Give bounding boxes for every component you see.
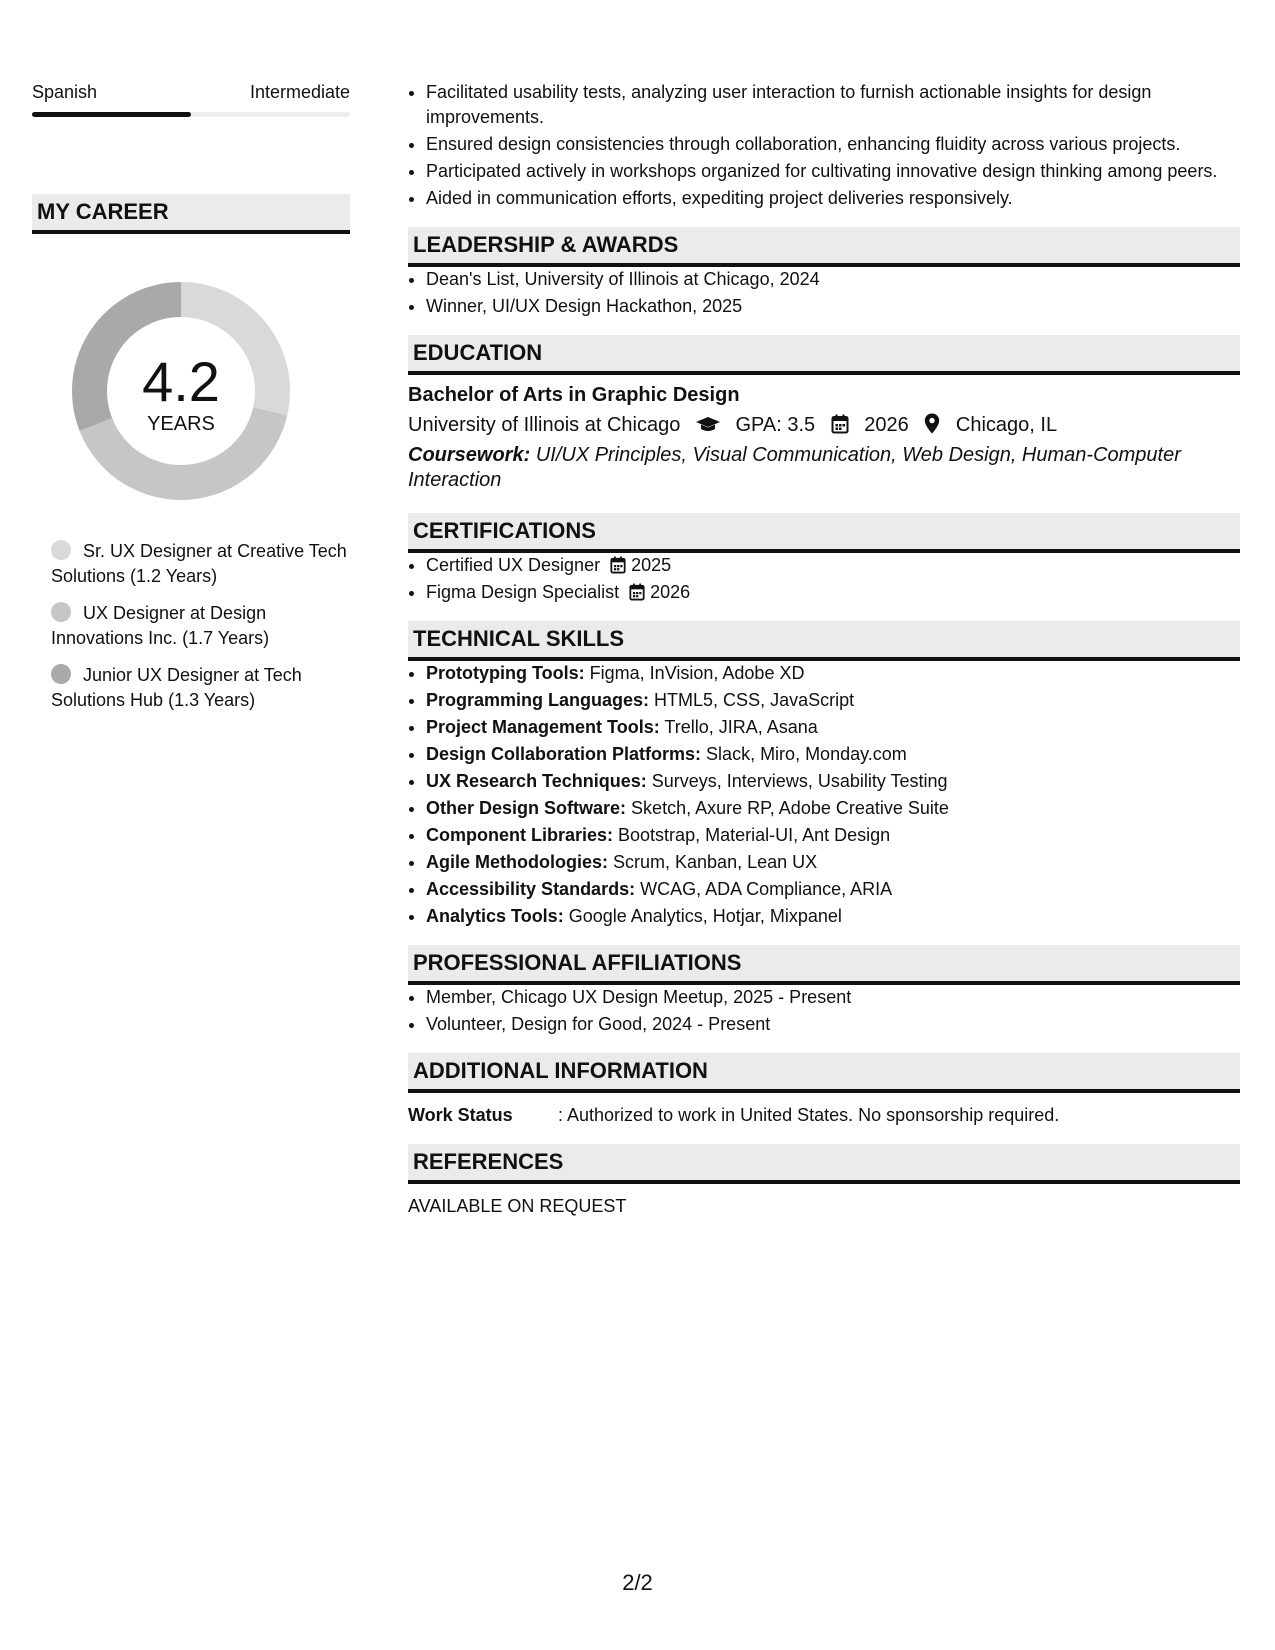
additional-section — [408, 1053, 1240, 1128]
skill-value: Trello, JIRA, Asana — [664, 717, 818, 737]
certification-name: Figma Design Specialist — [426, 582, 620, 602]
calendar-icon — [831, 414, 849, 434]
skill-item — [426, 796, 1240, 821]
calendar-icon — [629, 583, 645, 601]
career-legend — [32, 539, 350, 713]
legend-dot-icon — [51, 664, 71, 684]
skill-value: WCAG, ADA Compliance, ARIA — [640, 879, 893, 899]
skill-value: Sketch, Axure RP, Adobe Creative Suite — [631, 798, 949, 818]
career-legend-item — [32, 601, 350, 651]
skill-item — [426, 877, 1240, 902]
leadership-list — [408, 267, 1240, 319]
page-number: 2/2 — [622, 1570, 653, 1595]
skills-heading: TECHNICAL SKILLS — [408, 621, 1240, 661]
affiliations-heading: PROFESSIONAL AFFILIATIONS — [408, 945, 1240, 985]
leadership-item: • Dean's List, University of Illinois at Chicago, 2024 — [426, 267, 1240, 292]
certifications-heading: CERTIFICATIONS — [408, 513, 1240, 553]
sidebar — [32, 80, 350, 725]
certification-item — [426, 580, 1240, 605]
references-text: AVAILABLE ON REQUEST — [408, 1196, 627, 1216]
education-school: University of Illinois at Chicago — [408, 414, 681, 436]
skill-label: UX Research Techniques: — [426, 771, 647, 791]
work-status-label: Work Status — [408, 1105, 513, 1125]
education-location: Chicago, IL — [955, 414, 1058, 436]
skill-value: Scrum, Kanban, Lean UX — [613, 852, 818, 872]
affiliation-item: • Member, Chicago UX Design Meetup, 2025 - Present — [426, 985, 1240, 1010]
career-legend-label: Junior UX Designer at Tech Solutions Hub (1.3 Years) — [51, 665, 302, 710]
calendar-icon — [610, 556, 626, 574]
experience-bullet: • Ensured design consistencies through collaboration, enhancing fluidity across various projects. — [426, 132, 1240, 157]
skill-item — [426, 823, 1240, 848]
affiliation-item: • Volunteer, Design for Good, 2024 - Present — [426, 1012, 1240, 1037]
skill-label: Analytics Tools: — [426, 906, 564, 926]
experience-bullet: • Aided in communication efforts, expediting project deliveries responsively. — [426, 186, 1240, 211]
career-legend-label: UX Designer at Design Innovations Inc. (1.7 Years) — [51, 603, 270, 648]
leadership-item: • Winner, UI/UX Design Hackathon, 2025 — [426, 294, 1240, 319]
certifications-section — [408, 513, 1240, 605]
coursework-label: Coursework: — [408, 444, 531, 466]
language-name: Spanish — [32, 82, 98, 102]
skill-label: Project Management Tools: — [426, 717, 660, 737]
career-total-years: 4.2 — [142, 350, 220, 413]
leadership-heading: LEADERSHIP & AWARDS — [408, 227, 1240, 267]
career-legend-item — [32, 663, 350, 713]
skill-item — [426, 742, 1240, 767]
skill-label: Design Collaboration Platforms: — [426, 744, 702, 764]
skill-label: Prototyping Tools: — [426, 663, 585, 683]
skill-label: Component Libraries: — [426, 825, 614, 845]
skill-item — [426, 688, 1240, 713]
skill-label: Other Design Software: — [426, 798, 627, 818]
career-legend-item — [32, 539, 350, 589]
career-donut-center — [66, 276, 296, 436]
experience-bullet: • Participated actively in workshops organized for cultivating innovative design thinking among peers. — [426, 159, 1240, 184]
education-gpa: GPA: 3.5 — [735, 414, 816, 436]
career-legend-label: Sr. UX Designer at Creative Tech Solutions (1.2 Years) — [51, 541, 347, 586]
skill-item — [426, 904, 1240, 929]
language-proficiency-bar — [32, 112, 350, 117]
certification-year: 2026 — [650, 582, 691, 602]
education-degree: Bachelor of Arts in Graphic Design — [408, 384, 740, 406]
certification-name: Certified UX Designer — [426, 555, 601, 575]
skills-list — [408, 661, 1240, 929]
work-status-row — [408, 1103, 1240, 1128]
language-level: Intermediate — [249, 82, 350, 102]
references-section — [408, 1144, 1240, 1219]
career-heading: MY CAREER — [32, 194, 350, 234]
skill-value: Google Analytics, Hotjar, Mixpanel — [568, 906, 842, 926]
career-donut-chart — [66, 276, 296, 506]
work-status-value: : Authorized to work in United States. No sponsorship required. — [558, 1105, 1060, 1125]
certification-item — [426, 553, 1240, 578]
references-heading: REFERENCES — [408, 1144, 1240, 1184]
skill-item — [426, 850, 1240, 875]
skill-value: Bootstrap, Material-UI, Ant Design — [618, 825, 891, 845]
education-details — [408, 411, 1240, 439]
language-row — [32, 80, 350, 104]
skill-value: HTML5, CSS, JavaScript — [654, 690, 855, 710]
graduation-cap-icon — [696, 416, 720, 434]
skill-label: Agile Methodologies: — [426, 852, 608, 872]
skill-item — [426, 769, 1240, 794]
legend-dot-icon — [51, 602, 71, 622]
additional-heading: ADDITIONAL INFORMATION — [408, 1053, 1240, 1093]
skill-item — [426, 715, 1240, 740]
education-year: 2026 — [864, 414, 909, 436]
language-proficiency-fill — [32, 112, 191, 117]
skill-value: Surveys, Interviews, Usability Testing — [651, 771, 948, 791]
skills-section — [408, 621, 1240, 929]
skill-value: Figma, InVision, Adobe XD — [589, 663, 805, 683]
education-heading: EDUCATION — [408, 335, 1240, 375]
experience-bullet: • Facilitated usability tests, analyzing user interaction to furnish actionable insights for design improvements. — [426, 80, 1240, 130]
skill-item — [426, 661, 1240, 686]
certifications-list — [408, 553, 1240, 605]
main-content — [408, 80, 1240, 1219]
experience-bullets — [408, 80, 1240, 211]
leadership-section — [408, 227, 1240, 319]
certification-year: 2025 — [631, 555, 672, 575]
career-total-unit: YEARS — [147, 413, 215, 435]
skill-label: Programming Languages: — [426, 690, 650, 710]
skill-label: Accessibility Standards: — [426, 879, 636, 899]
education-coursework — [408, 443, 1240, 493]
affiliations-section — [408, 945, 1240, 1037]
skill-value: Slack, Miro, Monday.com — [706, 744, 907, 764]
affiliations-list — [408, 985, 1240, 1037]
coursework-list: UI/UX Principles, Visual Communication, Web Design, Human-Computer Interaction — [408, 444, 1181, 491]
education-section — [408, 335, 1240, 493]
location-pin-icon — [924, 413, 940, 434]
legend-dot-icon — [51, 540, 71, 560]
